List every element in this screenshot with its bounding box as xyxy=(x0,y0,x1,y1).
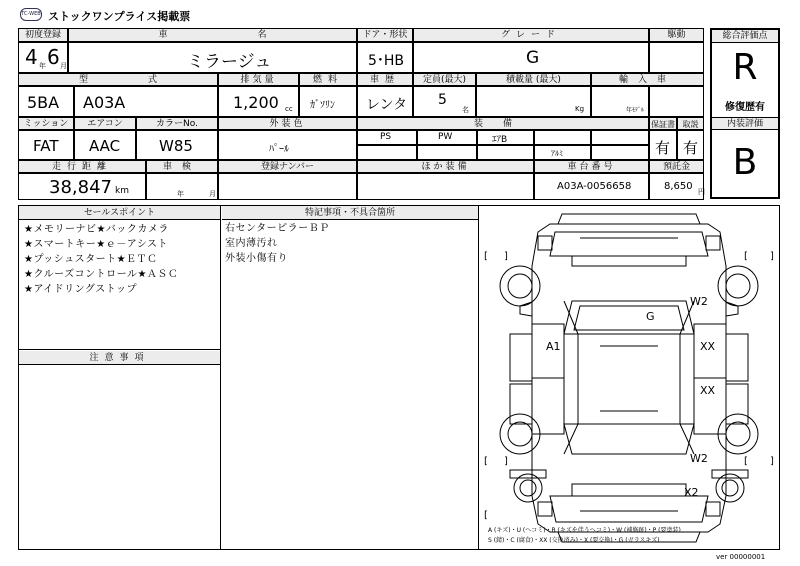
door-value: 5･HB xyxy=(368,53,405,69)
import-cell xyxy=(591,86,649,117)
equip-alumi: ｱﾙﾐ xyxy=(551,149,563,158)
deposit-header: 預託金 xyxy=(649,160,704,173)
equip-blank-4 xyxy=(417,145,477,160)
load-cell xyxy=(476,86,591,117)
mark-w2-rear-right: W2 xyxy=(690,452,708,465)
equip-airbag: ｴｱB xyxy=(492,135,508,145)
car-name: ミラージュ xyxy=(187,52,272,72)
model-prefix-cell xyxy=(18,86,74,117)
note-item: 室内薄汚れ xyxy=(225,238,278,249)
capacity-unit: 名 xyxy=(462,106,469,114)
equip-blank-3 xyxy=(357,145,417,160)
bracket-br-open: [ xyxy=(744,456,748,467)
car-name-cell xyxy=(68,42,357,73)
fuel-header: 燃料 xyxy=(299,73,357,86)
mission-value: FAT xyxy=(33,137,59,155)
first-reg-year: 4 xyxy=(25,45,38,69)
note-item: 右センターピラーＢＰ xyxy=(225,223,330,234)
displacement-cell xyxy=(218,86,299,117)
wheel-front-right xyxy=(718,266,758,306)
load-header: 積載量 (最大) xyxy=(476,73,591,86)
chassis-header: 車台番号 xyxy=(534,160,649,173)
chassis-value: A03A-0056658 xyxy=(557,181,632,192)
version-label: ver 00000001 xyxy=(716,553,766,561)
bracket-tl-close: ] xyxy=(504,251,508,262)
grade-header: グレード xyxy=(413,28,649,42)
equip-blank-1 xyxy=(534,130,591,145)
door-header: ドア・形状 xyxy=(357,28,413,42)
load-unit: Kg xyxy=(575,105,585,113)
car-name-label-a: 車 xyxy=(158,30,168,40)
import-header: 輸入車 xyxy=(591,73,704,86)
car-name-label-b: 名 xyxy=(257,30,267,40)
plate-cell xyxy=(218,173,357,200)
first-reg-header: 初度登録 xyxy=(18,28,68,42)
import-extra-cell xyxy=(649,86,704,117)
deposit-value: 8,650 xyxy=(664,181,693,192)
caution-title: 注意事項 xyxy=(19,351,220,365)
equip-pw-cell xyxy=(417,130,477,145)
page-title: ストックワンプライス掲載票 xyxy=(48,10,191,23)
history-header: 車歴 xyxy=(357,73,413,86)
sales-points-title: セールスポイント xyxy=(19,206,220,220)
caution-box xyxy=(18,350,221,550)
mileage-unit: km xyxy=(115,186,129,196)
grade-cell xyxy=(413,42,649,73)
equip-ab-cell xyxy=(477,130,534,145)
fuel-cell xyxy=(299,86,357,117)
mark-x2-rear: X2 xyxy=(684,486,699,499)
logo: TC-WEB xyxy=(20,8,42,21)
aircon-header: エアコン xyxy=(74,117,136,130)
sales-point-item: ★プッシュスタート★ＥＴＣ xyxy=(24,254,158,265)
color-no-cell xyxy=(136,130,218,160)
mission-header: ミッション xyxy=(18,117,74,130)
model-header xyxy=(18,73,218,86)
first-reg-cell xyxy=(18,42,68,73)
overall-rating-value: R xyxy=(732,47,758,88)
exterior-cell xyxy=(218,130,357,160)
diagram-legend-line1: A (キズ)・U (ヘコミ)・B (キズを伴うヘコミ)・W (補修跡)・P (要塗装) xyxy=(488,527,681,534)
bracket-br-close: ] xyxy=(770,456,774,467)
history-cell xyxy=(357,86,413,117)
exterior-header: 外装色 xyxy=(218,117,357,130)
aircon-cell xyxy=(74,130,136,160)
wheel-front-left xyxy=(500,266,540,306)
equip-blank-6 xyxy=(591,145,649,160)
first-reg-month: 6 xyxy=(47,45,60,69)
equipment-header: 装備 xyxy=(357,117,649,130)
mark-g-windshield: G xyxy=(646,310,655,323)
model-code: A03A xyxy=(83,93,126,112)
inspection-month: 月 xyxy=(209,190,216,198)
displacement-value: 1,200 xyxy=(233,93,279,112)
sales-point-item: ★アイドリングストップ xyxy=(24,284,137,295)
drive-header: 駆動 xyxy=(649,28,704,42)
history-value: レンタ xyxy=(366,97,408,113)
model-label-a: 型 xyxy=(78,75,88,85)
sales-points-list xyxy=(24,222,178,297)
door-cell xyxy=(357,42,413,73)
inspection-header: 車検 xyxy=(146,160,218,173)
warranty-cell xyxy=(649,130,677,160)
equip-alumi-cell xyxy=(534,145,591,160)
manual-header: 取説 xyxy=(677,117,704,130)
year-unit: 年 xyxy=(39,62,46,70)
mark-xx-right-rear: XX xyxy=(700,384,716,397)
sales-point-item: ★メモリーナビ★バックカメラ xyxy=(24,224,169,235)
mission-cell xyxy=(18,130,74,160)
notes-list xyxy=(225,221,330,266)
model-label-b: 式 xyxy=(148,75,158,85)
car-name-header xyxy=(68,28,357,42)
equip-blank-5 xyxy=(477,145,534,160)
fuel-value: ｶﾞｿﾘﾝ xyxy=(310,100,335,111)
bracket-bl-close: ] xyxy=(504,456,508,467)
month-unit: 月 xyxy=(60,62,67,70)
sales-point-item: ★クルーズコントロール★ＡＳＣ xyxy=(24,269,179,280)
equip-ps: PS xyxy=(380,132,392,142)
capacity-cell xyxy=(413,86,476,117)
equip-blank-2 xyxy=(591,130,649,145)
mileage-cell xyxy=(18,173,146,200)
manual-value: 有 xyxy=(683,139,699,157)
interior-rating-value: B xyxy=(732,142,758,183)
displacement-header: 排気量 xyxy=(218,73,299,86)
bracket-tr-close: ] xyxy=(770,251,774,262)
plate-header: 登録ナンバー xyxy=(218,160,357,173)
deposit-unit: 円 xyxy=(698,188,705,196)
bracket-tr-open: [ xyxy=(744,251,748,262)
interior-rating-header: 内装評価 xyxy=(712,117,778,130)
other-equip-header: ほか装備 xyxy=(357,160,534,173)
diagram-legend-line2: S (錆)・C (腐食)・XX (交換済み)・X (要交換)・G (ガラスキズ) xyxy=(488,537,660,544)
chassis-cell xyxy=(534,173,649,200)
sales-point-item: ★スマートキー★ｅ－アシスト xyxy=(24,239,169,250)
import-year-label: 年ﾓﾃﾞﾙ xyxy=(626,107,645,114)
model-prefix: 5BA xyxy=(27,93,60,112)
notes-title: 特記事項・不具合箇所 xyxy=(222,206,478,220)
drive-cell xyxy=(649,42,704,73)
capacity-header: 定員(最大) xyxy=(413,73,476,86)
overall-rating-header: 総合評価点 xyxy=(712,30,778,43)
color-no-value: W85 xyxy=(159,137,193,155)
aircon-value: AAC xyxy=(89,137,121,155)
mark-xx-right-front: XX xyxy=(700,340,716,353)
bracket-tl-open: [ xyxy=(484,251,488,262)
color-no-header: カラーNo. xyxy=(136,117,218,130)
car-damage-diagram xyxy=(480,206,779,549)
exterior-value: ﾊﾟｰﾙ xyxy=(269,144,289,155)
displacement-unit: cc xyxy=(285,105,293,113)
warranty-value: 有 xyxy=(655,139,671,157)
equip-pw: PW xyxy=(438,132,453,142)
deposit-cell xyxy=(649,173,704,200)
equip-ps-cell xyxy=(357,130,417,145)
inspection-year: 年 xyxy=(177,190,184,198)
mark-a1-left: A1 xyxy=(546,340,561,353)
other-equip-cell xyxy=(357,173,534,200)
warranty-header: 保証書 xyxy=(649,117,677,130)
note-item: 外装小傷有り xyxy=(225,253,288,264)
grade-value: G xyxy=(526,48,540,68)
inspection-cell xyxy=(146,173,218,200)
manual-cell xyxy=(677,130,704,160)
mileage-header: 走行距離 xyxy=(18,160,146,173)
model-code-cell xyxy=(74,86,218,117)
mileage-value: 38,847 xyxy=(49,177,112,198)
bracket-bottom-open: [ xyxy=(484,510,488,521)
mark-w2-front-right: W2 xyxy=(690,295,708,308)
overall-rating-note: 修復歴有 xyxy=(725,102,765,113)
bracket-bl-open: [ xyxy=(484,456,488,467)
capacity-value: 5 xyxy=(438,92,447,108)
